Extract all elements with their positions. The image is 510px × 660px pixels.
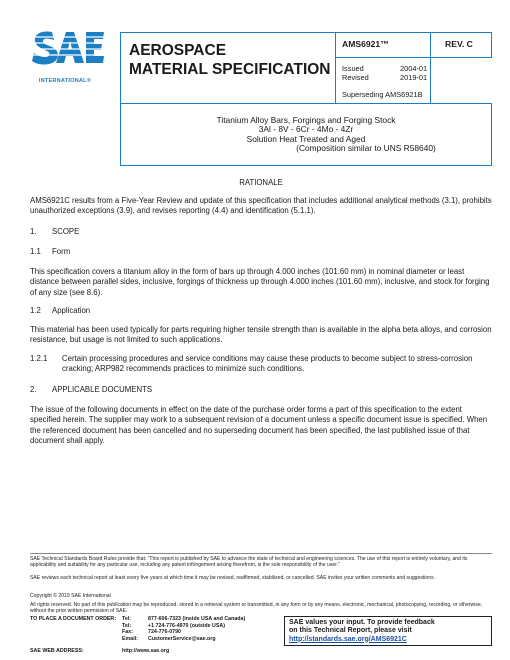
section-2-heading: 2. APPLICABLE DOCUMENTS — [30, 385, 153, 394]
section-1-1-heading: 1.1 Form — [30, 247, 71, 256]
footer-rights: All rights reserved. No part of this publication may be reproduced, stored in a retrieval system or transmitted, in any form or by any means, electronic, mechanical, photocopying, recording, or otherwise, without the prior written permission of SAE. — [30, 602, 483, 615]
section-1-heading: 1. SCOPE — [30, 227, 80, 236]
section-1-2-1: 1.2.1 Certain processing procedures and service conditions may cause these products to become subject to stress-corrosion cracking; ARP982 recommends practices to minimize such conditions. — [30, 354, 473, 374]
section-1-1-text: This specification covers a titanium alloy in the form of bars up through 4.000 inches (101.60 mm) in nominal diameter or least distance between parallel sides, inclusive, forgings of thickness up through 4.000 inches (101.60 mm), inclusive, and stock for forging of any size (see 8.6). — [30, 267, 490, 297]
order-label: TO PLACE A DOCUMENT ORDER: — [30, 616, 117, 622]
document-type-title: AEROSPACE MATERIAL SPECIFICATION — [129, 42, 331, 78]
feedback-link[interactable]: http://standards.sae.org/AMS6921C — [289, 635, 407, 643]
document-title: Titanium Alloy Bars, Forgings and Forging Stock 3Al - 8V - 6Cr - 4Mo - 4Zr Solution Heat Treated and Aged (Composition similar to UNS R58640) — [216, 115, 436, 154]
footer-policy: SAE Technical Standards Board Rules provide that: “This report is published by SAE to advance the state of technical and engineering sciences. The use of this report is entirely voluntary, and its applicability and suitability for any particular use, including any patent infringement arising therefrom, is the sole responsibility of the user.” — [30, 556, 468, 569]
web-address-link[interactable]: http://www.sae.org — [122, 648, 170, 654]
section-1-2-text: This material has been used typically for parts requiring higher tensile strength than is available in the alpha beta alloys, and corrosion resistance, but usage is not limited to such applications. — [30, 325, 492, 345]
footer-divider — [30, 553, 492, 554]
issue-dates: Issued 2004-01 Revised 2019-01 — [342, 64, 428, 83]
sae-logo — [30, 28, 106, 76]
section-1-2-heading: 1.2 Application — [30, 306, 91, 315]
superseding-note: Superseding AMS6921B — [342, 90, 423, 99]
revision-label: REV. C — [445, 39, 473, 49]
section-2-text: The issue of the following documents in effect on the date of the purchase order forms a part of this specification to the extent specified herein. The supplier may work to a subsequent revision of a document unless a specific document issue is specified. When the referenced document has been cancelled and no superseding document has been specified, the last published issue of that document shall apply. — [30, 405, 488, 445]
rationale-text: AMS6921C results from a Five-Year Review and update of this specification that includes additional analytical methods (3.1), prohibits unauthorized exceptions (3.9), and revises reporting (4.4) and identification (5.1.1). — [30, 196, 492, 216]
tel-domestic[interactable]: 877-606-7323 (inside USA and Canada) — [148, 616, 246, 622]
email-link[interactable]: CustomerService@sae.org — [148, 635, 216, 642]
rationale-heading: RATIONALE — [239, 178, 283, 187]
tel-international[interactable]: +1 724-776-4970 (outside USA) — [148, 622, 225, 629]
doc-number: AMS6921™ — [342, 39, 389, 49]
fax-number: 724-776-0790 — [148, 629, 181, 635]
logo-wordmark: INTERNATIONAL® — [38, 78, 92, 84]
footer-copyright: Copyright © 2019 SAE International — [30, 593, 111, 599]
header-divider — [335, 57, 431, 58]
footer-review: SAE reviews each technical report at least every five years at which time it may be revised, reaffirmed, stabilized, or cancelled. SAE invites your written comments and suggestions. — [30, 575, 436, 581]
feedback-box: SAE values your input. To provide feedback on this Technical Report, please visit http://standards.sae.org/AMS6921C — [284, 616, 492, 646]
web-address-label: SAE WEB ADDRESS: — [30, 648, 84, 654]
